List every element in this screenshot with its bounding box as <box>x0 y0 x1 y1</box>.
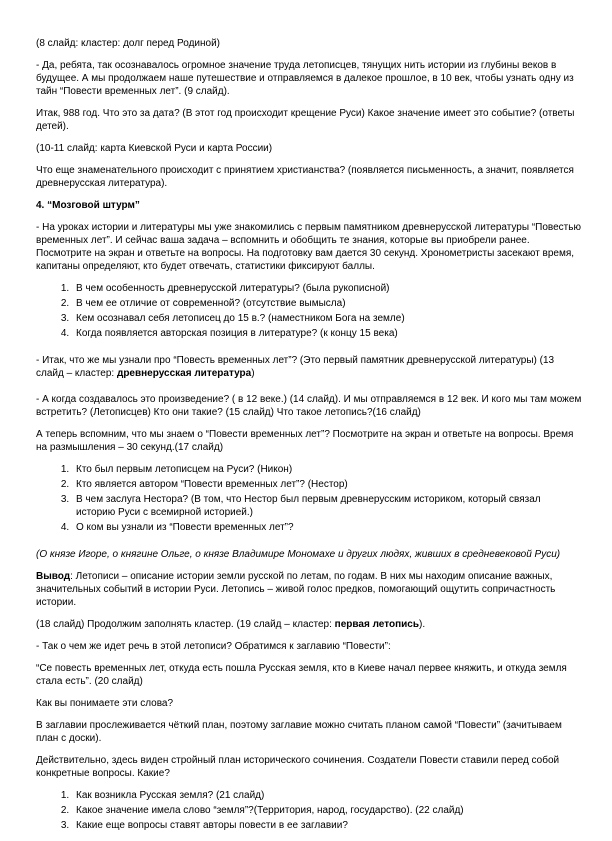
text-span: : Летописи – описание истории земли русской по летам, по годам. В них мы находим описание важных, значительных событий в истории Руси. Летопись – живой голос предков, помогающий ощутить сопричастность истории. <box>36 571 556 608</box>
paragraph: - Да, ребята, так осознавалось огромное значение труда летописцев, тянущих нить истории из глубины веков в будущее. А мы продолжаем наше путешествие и отправляемся в далекое прошлое, в 10 век, чтобы узнать одну из тайн “Повести временных лет”. (9 слайд). <box>36 60 574 97</box>
paragraph: - На уроках истории и литературы мы уже знакомились с первым памятником древнерусской литературы “Повестью временных лет”. И сейчас ваша задача – вспомнить и обобщить те знания, которые вы приобрели ранее. Посмотрите на экран и ответьте на вопросы. На подготовку вам дается 30 секунд. Хронометристы засекают время, капитаны определяют, кто будет отвечать, статистики фиксируют баллы. <box>36 222 581 272</box>
list-item: 2. Какое значение имела слово “земля”?(Территория, народ, государство). (22 слайд) <box>72 804 582 817</box>
paragraph <box>36 570 582 609</box>
paragraph: - А когда создавалось это произведение? ( в 12 веке.) (14 слайд). И мы отправляемся в 12 век. И кого мы там можем встретить? (Летописцев) Кто они такие? (15 слайд) Что такое летопись?(16 слайд) <box>36 394 582 418</box>
list-item: 4. О ком вы узнали из “Повести временных лет”? <box>72 521 582 534</box>
paragraph: (10-11 слайд: карта Киевской Руси и карта России) <box>36 143 273 154</box>
paragraph: В заглавии прослеживается чёткий план, поэтому заглавие можно считать планом самой “Повести” (зачитываем план с доски). <box>36 720 562 744</box>
text-span: - Итак, что же мы узнали про “Повесть временных лет”? (Это первый памятник древнерусской литературы) (13 слайд – кластер: <box>36 355 555 379</box>
text-span: ). <box>419 619 426 630</box>
numbered-list <box>36 463 582 534</box>
paragraph: Итак, 988 год. Что это за дата? (В этот год происходит крещение Руси) Какое значение имеет это событие? (ответы детей). <box>36 108 575 132</box>
numbered-list <box>36 789 582 832</box>
list-item: 2. Кто является автором “Повести временных лет”? (Нестор) <box>72 478 582 491</box>
list-item: 3. Кем осознавал себя летописец до 15 в.? (наместником Бога на земле) <box>72 312 582 325</box>
paragraph <box>36 618 582 631</box>
list-item: 1. Кто был первым летописцем на Руси? (Никон) <box>72 463 582 476</box>
paragraph: А теперь вспомним, что мы знаем о “Повести временных лет”? Посмотрите на экран и ответьте на вопросы. Время на размышления – 30 секунд.(17 слайд) <box>36 429 574 453</box>
list-item: 1. В чем особенность древнерусской литературы? (была рукописной) <box>72 282 582 295</box>
paragraph: Как вы понимаете эти слова? <box>36 698 174 709</box>
list-item: 2. В чем ее отличие от современной? (отсутствие вымысла) <box>72 297 582 310</box>
list-item: 1. Как возникла Русская земля? (21 слайд) <box>72 789 582 802</box>
paragraph: (8 слайд: кластер: долг перед Родиной) <box>36 38 220 49</box>
paragraph: Действительно, здесь виден стройный план исторического сочинения. Создатели Повести ставили перед собой конкретные вопросы. Какие? <box>36 755 560 779</box>
numbered-list <box>36 282 582 340</box>
list-item: 3. Какие еще вопросы ставят авторы повести в ее заглавии? <box>72 819 582 832</box>
list-item: 4. Когда появляется авторская позиция в литературе? (к концу 15 века) <box>72 327 582 340</box>
paragraph: Что еще знаменательного происходит с принятием христианства? (появляется письменность, а значит, появляется древнерусская литература). <box>36 165 574 189</box>
section-heading: 4. “Мозговой штурм” <box>36 200 140 211</box>
paragraph: - Так о чем же идет речь в этой летописи? Обратимся к заглавию “Повести”: <box>36 641 391 652</box>
italic-paragraph: (О князе Игоре, о княгине Ольге, о князе Владимире Мономахе и других людях, живших в средневековой Руси) <box>36 549 561 560</box>
bold-term: первая летопись <box>334 619 419 630</box>
bold-term: древнерусская литература <box>116 368 252 379</box>
bold-term: Вывод <box>36 571 71 582</box>
paragraph <box>36 354 582 380</box>
document-body <box>36 37 582 841</box>
text-span: ) <box>251 368 255 379</box>
list-item: 3. В чем заслуга Нестора? (В том, что Нестор был первым древнерусским историком, который связал историю Руси с всемирной историей.) <box>72 493 582 519</box>
quote-paragraph: “Се повесть временных лет, откуда есть пошла Русская земля, кто в Киеве начал первее княжить, и откуда земля стала есть”. (20 слайд) <box>36 663 567 687</box>
text-span: (18 слайд) Продолжим заполнять кластер. (19 слайд – кластер: <box>36 619 335 630</box>
